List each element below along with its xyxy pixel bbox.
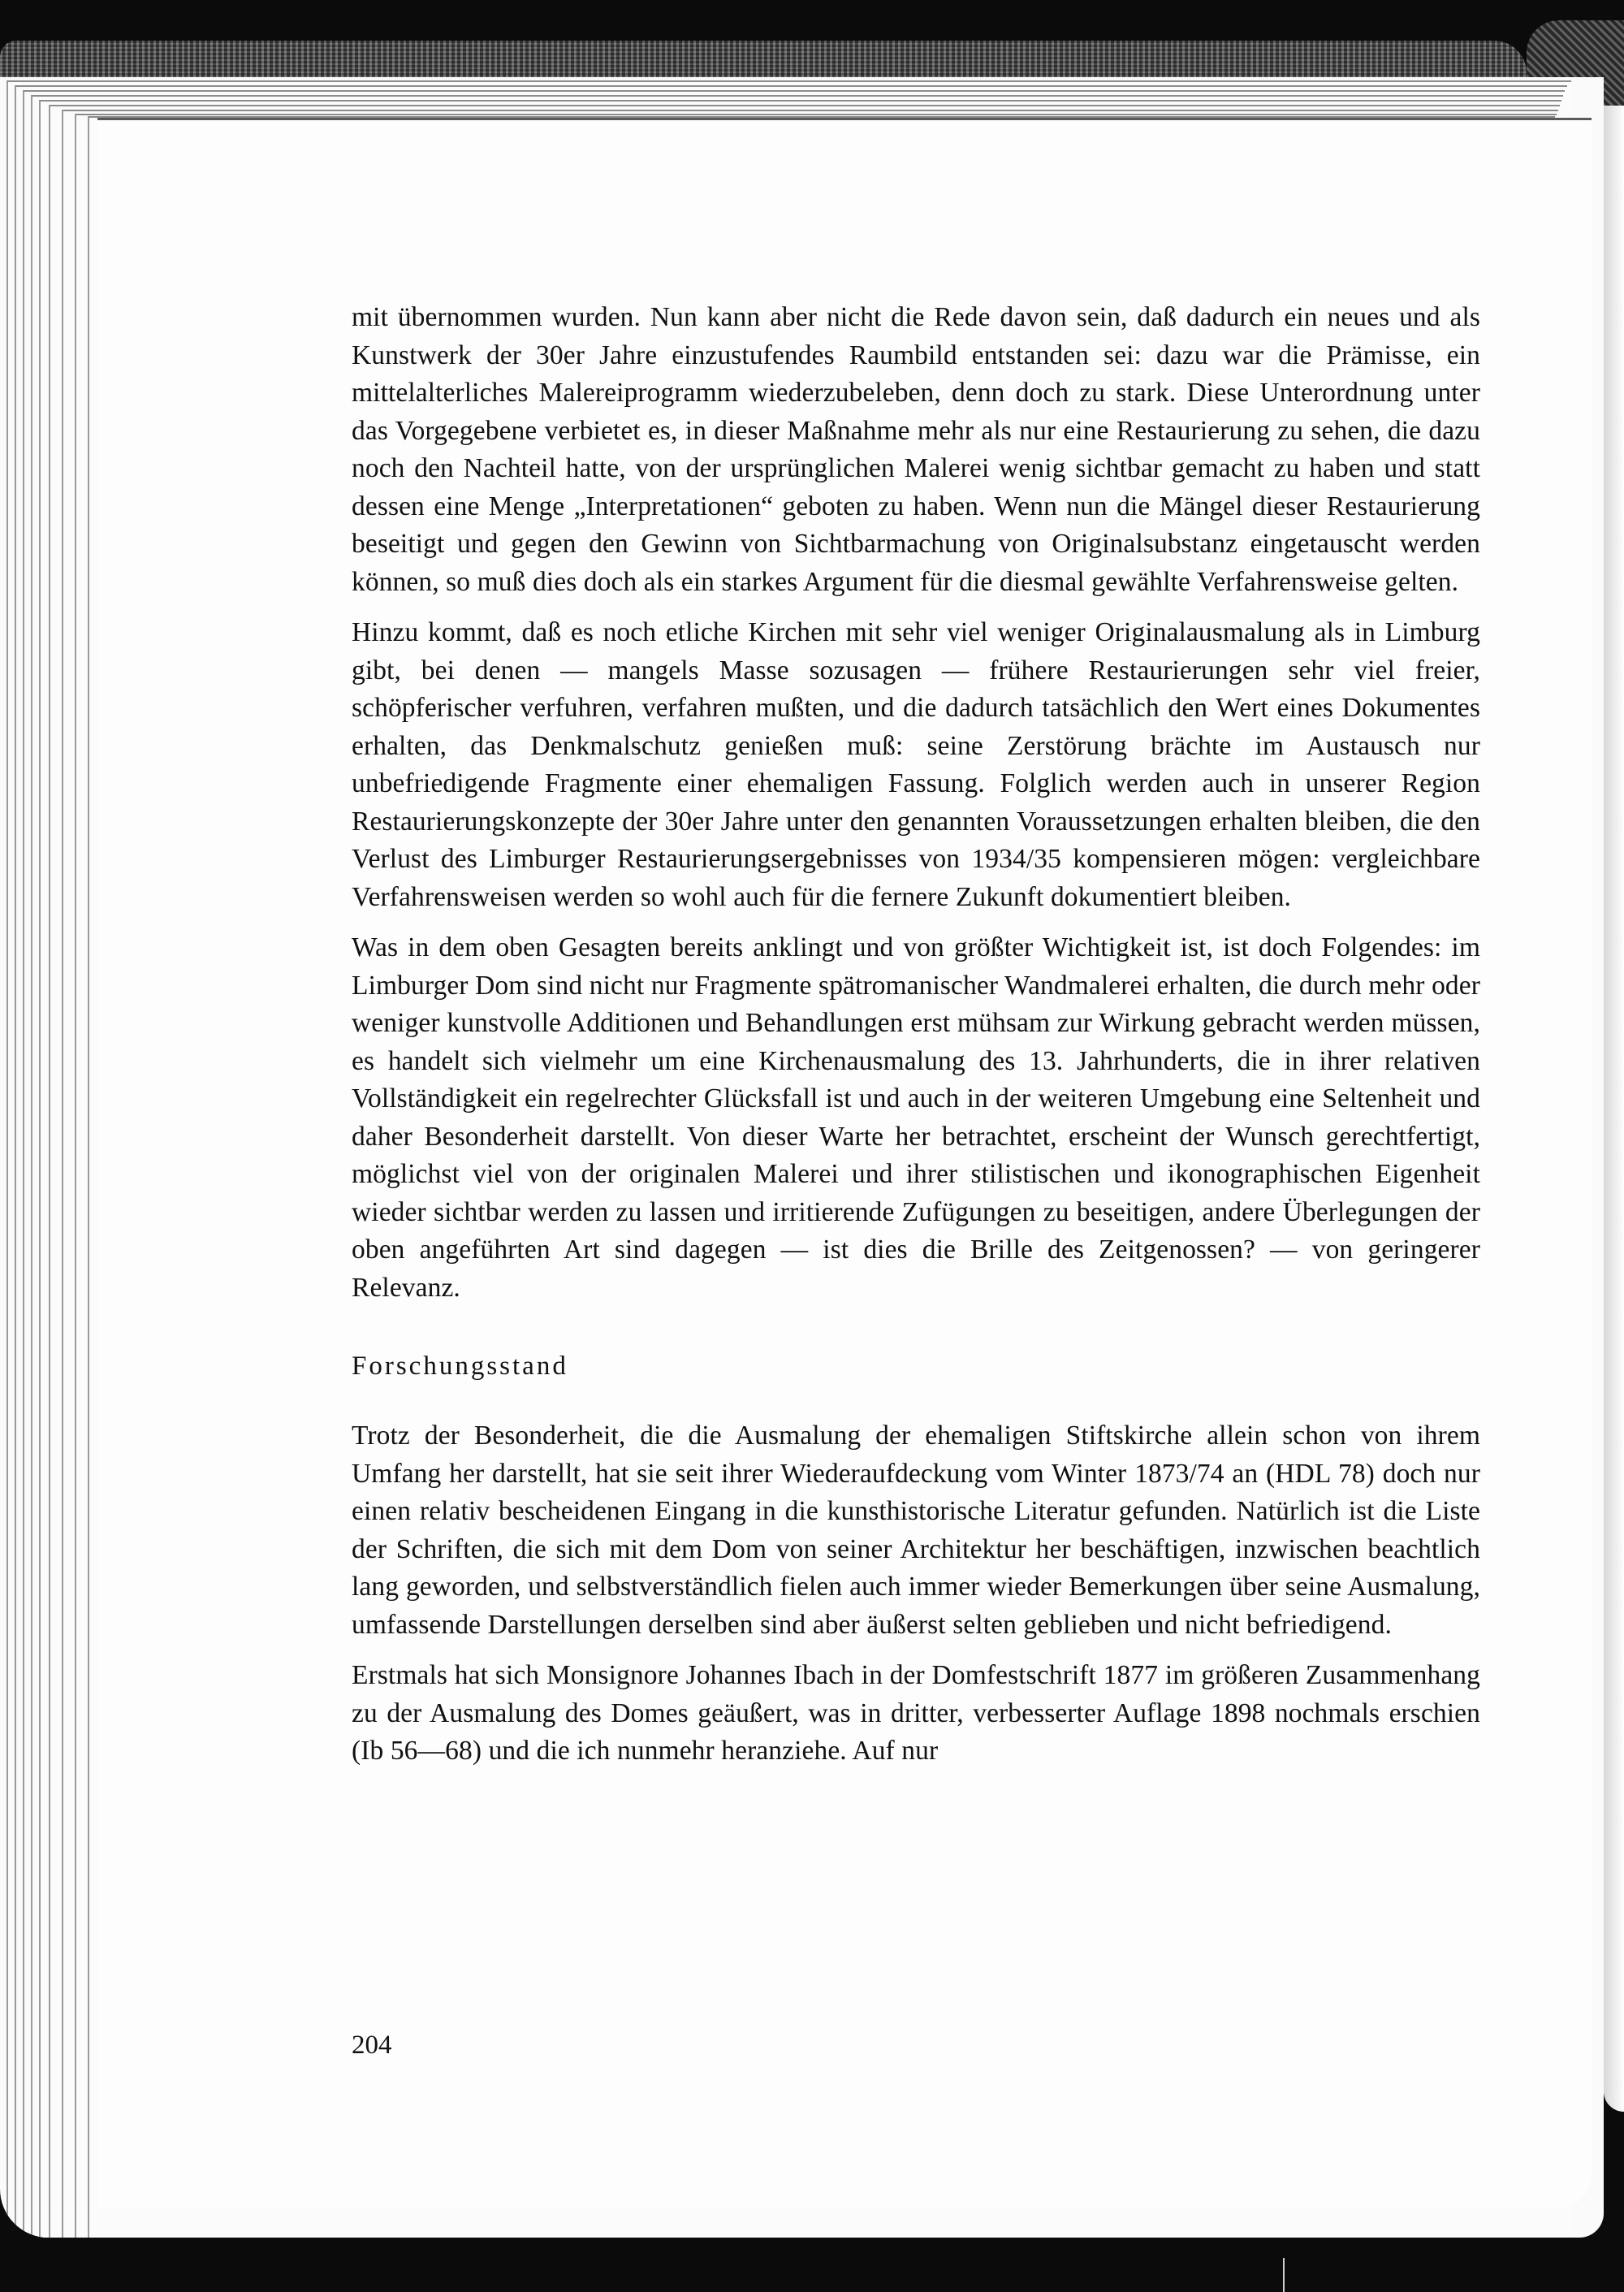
page-text (352, 299, 1480, 1784)
paragraph: mit übernommen wurden. Nun kann aber nicht die Rede davon sein, daß dadurch ein neues und als Kunstwerk der 30er Jahre einzustufendes Raumbild entstanden sei: dazu war die Prämisse, ein mittelalterliches Malereiprogramm wiederzubeleben, denn doch zu stark. Diese Unterordnung unter das Vorgegebene verbietet es, in dieser Maßnahme mehr als nur eine Restaurierung zu sehen, die dazu noch den Nachteil hatte, von der ursprünglichen Malerei wenig sichtbar gemacht zu haben und statt dessen eine Menge „Interpretationen“ geboten zu haben. Wenn nun die Mängel dieser Restaurierung beseitigt und gegen den Gewinn von Sichtbarmachung von Originalsubstanz eingetauscht werden können, so muß dies doch als ein starkes Argument für die diesmal gewählte Verfahrensweise gelten. (352, 302, 1480, 597)
facing-page-edge (1604, 106, 1624, 2112)
paragraph: Hinzu kommt, daß es noch etliche Kirchen mit sehr viel weniger Originalausmalung als in Limburg gibt, bei denen — mangels Masse sozusagen — frühere Restaurierungen sehr viel freier, schöpferischer verfuhren, verfahren mußten, und die dadurch tatsächlich den Wert eines Dokumentes erhalten, das Denkmalschutz genießen muß: seine Zerstörung brächte im Austausch nur unbefriedigende Fragmente einer ehemaligen Fassung. Folglich werden auch in unserer Region Restaurierungskonzepte der 30er Jahre unter den genannten Voraussetzungen erhalten bleiben, die den Verlust des Limburger Restaurierungsergebnisses von 1934/35 kompensieren mögen: vergleichbare Verfahrensweisen werden so wohl auch für die fernere Zukunft dokumentiert bleiben. (352, 617, 1480, 912)
paragraph: Erstmals hat sich Monsignore Johannes Ibach in der Domfestschrift 1877 im größeren Zusammenhang zu der Ausmalung des Domes geäußert, was in dritter, verbesserter Auflage 1898 nochmals erschien (Ib 56—68) und die ich nunmehr heranziehe. Auf nur (352, 1660, 1480, 1766)
paragraph: Trotz der Besonderheit, die die Ausmalung der ehemaligen Stiftskirche allein schon von ihrem Umfang her darstellt, hat sie seit ihrer Wiederaufdeckung vom Winter 1873/74 an (HDL 78) doch nur einen relativ bescheidenen Eingang in die kunsthistorische Literatur gefunden. Natürlich ist die Liste der Schriften, die sich mit dem Dom von seiner Architektur her beschäftigen, inzwischen beachtlich lang geworden, und selbstverständlich fielen auch immer wieder Bemerkungen über seine Ausmalung, umfassende Darstellungen derselben sind aber äußerst selten geblieben und nicht befriedigend. (352, 1421, 1480, 1640)
paragraph: Was in dem oben Gesagten bereits anklingt und von größter Wichtigkeit ist, ist doch Folgendes: im Limburger Dom sind nicht nur Fragmente spätromanischer Wandmalerei erhalten, die durch mehr oder weniger kunstvolle Additionen und Behandlungen erst mühsam zur Wirkung gebracht werden müssen, es handelt sich vielmehr um eine Kirchenausmalung des 13. Jahrhunderts, die in ihrer relativen Vollständigkeit ein regelrechter Glücksfall ist und auch in der weiteren Umgebung eine Seltenheit und daher Besonderheit darstellt. Von dieser Warte her betrachtet, erscheint der Wunsch gerechtfertigt, möglichst viel von der originalen Malerei und ihrer stilistischen und ikonographischen Eigenheit wieder sichtbar werden zu lassen und irritierende Zufügungen zu beseitigen, andere Überlegungen der oben angeführten Art sind dagegen — ist dies die Brille des Zeitgenossen? — von geringerer Relevanz. (352, 932, 1480, 1303)
bookmark-thread (1283, 2258, 1285, 2292)
page-number: 204 (352, 2030, 392, 2060)
section-heading: Forschungsstand (352, 1351, 568, 1381)
